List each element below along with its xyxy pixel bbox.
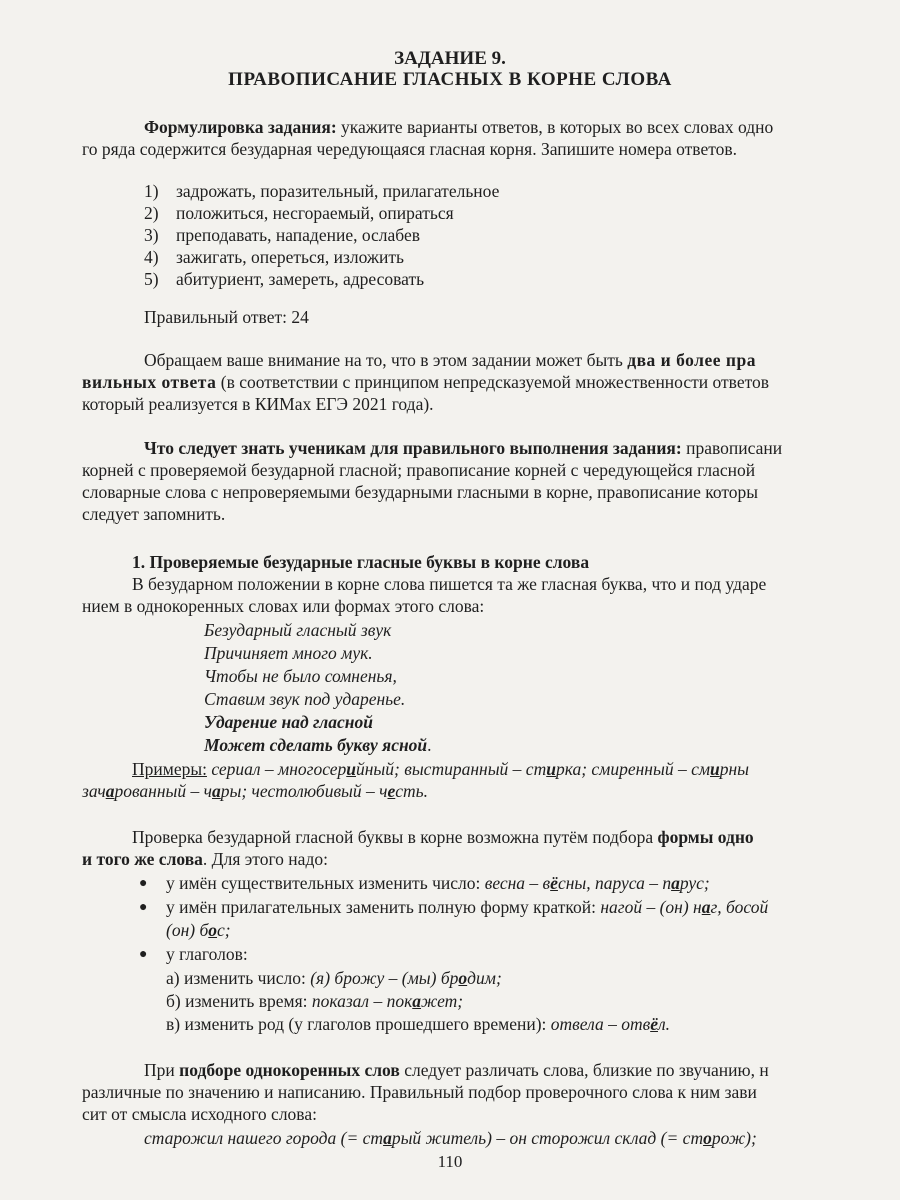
option-3: 3) преподавать, нападение, ослабев bbox=[144, 225, 421, 245]
poem-line-bold: Ударение над гласной bbox=[204, 712, 373, 732]
roots-line1: При подборе однокоренных слов следует различать слова, близкие по звучанию, н bbox=[144, 1060, 769, 1080]
option-4: 4) зажигать, опереться, изложить bbox=[144, 247, 405, 267]
roots-line2: различные по значению и написанию. Правильный подбор проверочного слова к ним зави bbox=[82, 1082, 757, 1102]
section-line1: В безударном положении в корне слова пишется та же гласная буква, что и под ударе bbox=[132, 574, 767, 594]
task-statement-line1: Формулировка задания: укажите варианты ответов, в которых во всех словах одно bbox=[144, 117, 774, 137]
verbs-sub-c: в) изменить род (у глаголов прошедшего времени): отвела – отвёл. bbox=[166, 1014, 670, 1034]
option-2: 2) положиться, несгораемый, опираться bbox=[144, 203, 454, 223]
page-number: 110 bbox=[437, 1152, 463, 1171]
bullet-icon: ● bbox=[139, 900, 148, 915]
bullet-icon: ● bbox=[139, 876, 148, 891]
poem-line-bold: Может сделать букву ясной. bbox=[204, 735, 432, 755]
examples-label: Примеры: bbox=[132, 759, 207, 779]
verbs-sub-a: а) изменить число: (я) брожу – (мы) бродим; bbox=[166, 968, 502, 988]
notice-line2: вильных ответа (в соответствии с принципом непредсказуемой множественности ответов bbox=[82, 372, 770, 392]
know-line2: корней с проверяемой безударной гласной; правописание корней с чередующейся гласной bbox=[82, 460, 756, 480]
section-heading: 1. Проверяемые безударные гласные буквы в корне слова bbox=[132, 552, 590, 572]
check-bullet-verbs: у глаголов: bbox=[166, 944, 248, 964]
poem-line: Ставим звук под ударенье. bbox=[204, 689, 406, 709]
know-line4: следует запомнить. bbox=[82, 504, 226, 524]
verbs-sub-b: б) изменить время: показал – покажет; bbox=[166, 991, 464, 1011]
poem-line: Чтобы не было сомненья, bbox=[204, 666, 397, 686]
check-line1: Проверка безударной гласной буквы в корне возможна путём подбора формы одно bbox=[132, 827, 754, 847]
know-line3: словарные слова с непроверяемыми безударными гласными в корне, правописание которы bbox=[82, 482, 759, 502]
option-5: 5) абитуриент, замереть, адресовать bbox=[144, 269, 425, 289]
check-bullet-adjectives-cont: (он) бос; bbox=[166, 920, 231, 940]
task-title: ЗАДАНИЕ 9. bbox=[394, 48, 506, 69]
task-subtitle: ПРАВОПИСАНИЕ ГЛАСНЫХ В КОРНЕ СЛОВА bbox=[228, 69, 672, 90]
roots-line3: сит от смысла исходного слова: bbox=[82, 1104, 317, 1124]
poem-line: Причиняет много мук. bbox=[204, 643, 373, 663]
check-line2: и того же слова. Для этого надо: bbox=[82, 849, 328, 869]
poem-line: Безударный гласный звук bbox=[204, 620, 392, 640]
bullet-icon: ● bbox=[139, 947, 148, 962]
know-line1: Что следует знать ученикам для правильного выполнения задания: правописани bbox=[144, 438, 783, 458]
task-statement-line2: го ряда содержится безударная чередующаяся гласная корня. Запишите номера ответов. bbox=[82, 139, 738, 159]
check-bullet-nouns: у имён существительных изменить число: весна – вёсны, паруса – парус; bbox=[166, 873, 710, 893]
examples-line1: Примеры: сериал – многосерийный; выстиранный – стирка; смиренный – смирны bbox=[132, 759, 750, 779]
task-label: Формулировка задания: bbox=[144, 117, 337, 137]
section-line2: нием в однокоренных словах или формах этого слова: bbox=[82, 596, 485, 616]
notice-line1: Обращаем ваше внимание на то, что в этом задании может быть два и более пра bbox=[144, 350, 756, 370]
correct-answer: Правильный ответ: 24 bbox=[144, 307, 309, 327]
examples-line2: зачарованный – чары; честолюбивый – честь. bbox=[82, 781, 429, 801]
roots-example: старожил нашего города (= старый житель) – он сторожил склад (= сторож); bbox=[144, 1128, 757, 1148]
notice-line3: который реализуется в КИМах ЕГЭ 2021 года). bbox=[82, 394, 434, 414]
option-1: 1) задрожать, поразительный, прилагательное bbox=[144, 181, 500, 201]
check-bullet-adjectives: у имён прилагательных заменить полную форму краткой: нагой – (он) наг, босой bbox=[166, 897, 769, 917]
